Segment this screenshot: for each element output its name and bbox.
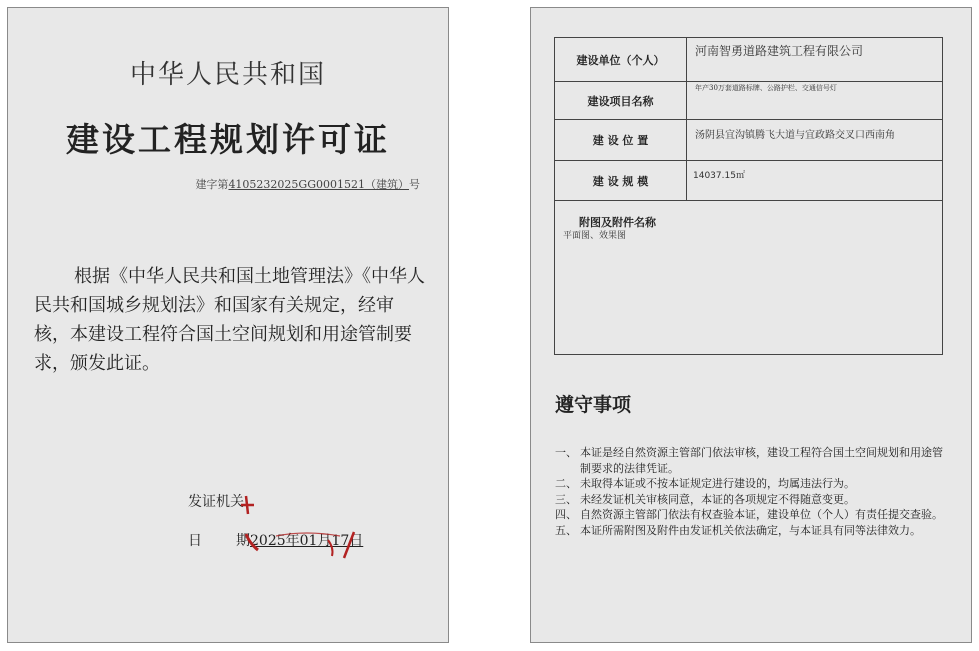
list-item (555, 445, 947, 476)
rule-text: 未取得本证或不按本证规定进行建设的，均属违法行为。 (580, 477, 855, 490)
date-label-2: 期 (236, 533, 250, 549)
seal-stroke (246, 534, 258, 550)
builder-label: 建设单位（个人） (555, 38, 687, 81)
rule-text: 本证是经自然资源主管部门依法审核，建设工程符合国土空间规划和用途管制要求的法律凭证。 (580, 446, 943, 475)
table-row-project-name (555, 82, 942, 120)
rule-marker: 三、 (555, 492, 577, 506)
scale-label: 建 设 规 模 (555, 161, 687, 200)
seal-stroke (276, 533, 340, 536)
attachment-label: 附图及附件名称 (579, 216, 656, 229)
rules-title: 遵守事项 (555, 394, 632, 416)
official-seal-mark (236, 492, 366, 562)
seal-stroke (344, 532, 354, 558)
table-row-builder (555, 38, 942, 82)
attachment-value: 平面图、效果图 (563, 231, 627, 241)
project-name-label: 建设项目名称 (555, 82, 687, 119)
list-item (555, 507, 947, 523)
date-label-1: 日 (188, 533, 202, 549)
rule-marker: 四、 (555, 508, 577, 521)
table-row-scale (555, 161, 942, 201)
certificate-body: 根据《中华人民共和国土地管理法》《中华人民共和国城乡规划法》和国家有关规定，经审核，本建设工程符合国土空间规划和用途管制要求，颁发此证。 (34, 266, 425, 374)
scale-value: 14037.15㎡ (693, 171, 745, 181)
rule-marker: 一、 (555, 446, 577, 459)
country-name: 中华人民共和国 (129, 60, 326, 90)
rule-marker: 五、 (555, 523, 577, 537)
number-value: 4105232025GG0001521（建筑） (228, 178, 409, 191)
certificate-back-page (530, 7, 972, 643)
rule-marker: 二、 (555, 477, 577, 490)
issuer-label: 发证机关 (188, 494, 244, 510)
project-info-table (554, 37, 943, 355)
rule-text: 自然资源主管部门依法有权查验本证，建设单位（个人）有责任提交查验。 (580, 508, 943, 521)
certificate-title: 建设工程规划许可证 (66, 120, 390, 159)
seal-stroke (241, 496, 254, 514)
certificate-number (195, 176, 420, 192)
rule-text: 未经发证机关审核同意，本证的各项规定不得随意变更。 (580, 492, 855, 506)
location-value: 汤阴县宜沟镇腾飞大道与宜政路交叉口西南角 (695, 130, 895, 141)
table-row-location (555, 120, 942, 161)
location-label: 建 设 位 置 (555, 120, 687, 160)
number-suffix: 号 (409, 178, 420, 191)
list-item (555, 523, 947, 539)
list-item (555, 476, 947, 492)
project-name-value: 年产30万套道路标牌、公路护栏、交通信号灯 (695, 84, 837, 92)
builder-value: 河南智勇道路建筑工程有限公司 (695, 44, 864, 58)
date-value: 2025年01月17日 (250, 533, 364, 549)
number-prefix: 建字第 (195, 178, 229, 191)
rule-text: 本证所需附图及附件由发证机关依法确定，与本证具有同等法律效力。 (580, 523, 921, 537)
seal-stroke (328, 540, 333, 556)
rules-list (555, 445, 947, 538)
list-item (555, 492, 947, 508)
certificate-front-page (7, 7, 449, 643)
